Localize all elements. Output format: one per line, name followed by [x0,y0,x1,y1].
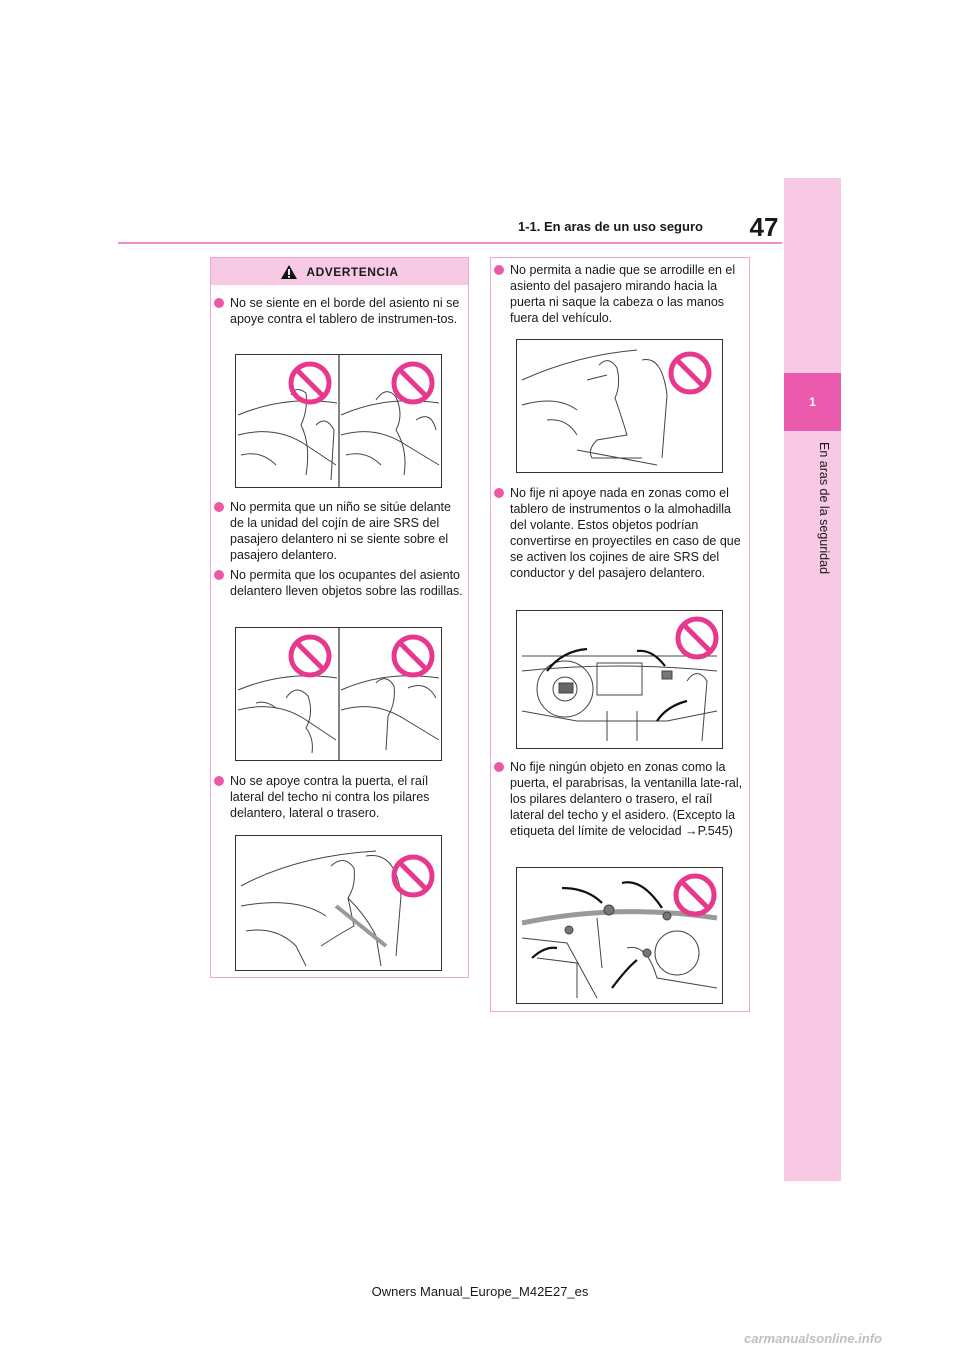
bullet-icon [214,298,224,308]
illustration-kneeling-passenger [516,339,723,473]
bullet-icon [494,265,504,275]
warning-item [214,567,464,599]
warning-item-text: No se apoye contra la puerta, el raíl lateral del techo ni contra los pilares delantero, lateral o trasero. [230,774,430,820]
chapter-number-tab[interactable]: 1 [784,373,841,431]
bullet-icon [494,762,504,772]
illustration-leaning-door [235,835,442,971]
warning-item [214,295,464,327]
warning-item-text: No permita a nadie que se arrodille en el asiento del pasajero mirando hacia la puerta ni saque la cabeza o las manos fuera del vehículo. [510,263,736,325]
warning-item-text: No fije ningún objeto en zonas como la puerta, el parabrisas, la ventanilla late-ral, los pilares delantero o trasero, el raíl lateral del techo y el asidero. (Excepto la etiqueta del límite de velocidad →P.545) [510,760,743,838]
bullet-icon [494,488,504,498]
header-divider [118,242,782,244]
bullet-icon [214,570,224,580]
warning-item [214,773,464,821]
warning-item-text: No se siente en el borde del asiento ni se apoye contra el tablero de instrumen-tos. [230,296,460,326]
warning-item-text: No permita que los ocupantes del asiento delantero lleven objetos sobre las rodillas. [230,568,463,598]
illustration-door-pillar-objects [516,867,723,1004]
warning-item [494,759,746,839]
warning-item [214,499,464,563]
chapter-side-tab [784,178,841,1181]
warning-item-text: No fije ni apoye nada en zonas como el tablero de instrumentos o la almohadilla del volante. Estos objetos podrían convertirse en proyectiles en caso de que se activen los cojines de aire SRS del conductor y del pasajero delantero. [510,486,741,580]
illustration-edge-of-seat [235,354,442,488]
page-number: 47 [749,212,779,242]
chapter-title-vertical: En aras de la seguridad [817,442,831,575]
warning-header [211,258,468,285]
warning-title: ADVERTENCIA [306,264,399,279]
watermark: carmanualsonline.info [744,1331,882,1346]
warning-triangle-icon [280,264,298,280]
bullet-icon [214,502,224,512]
illustration-dashboard-objects [516,610,723,749]
warning-item [494,485,746,581]
warning-item [494,262,746,326]
manual-name-footer: Owners Manual_Europe_M42E27_es [371,1284,589,1299]
bullet-icon [214,776,224,786]
section-title: 1-1. En aras de un uso seguro [518,219,703,234]
illustration-child-front-seat [235,627,442,761]
warning-item-text: No permita que un niño se sitúe delante de la unidad del cojín de aire SRS del pasajero delantero ni se siente sobre el pasajero delantero. [230,500,451,562]
